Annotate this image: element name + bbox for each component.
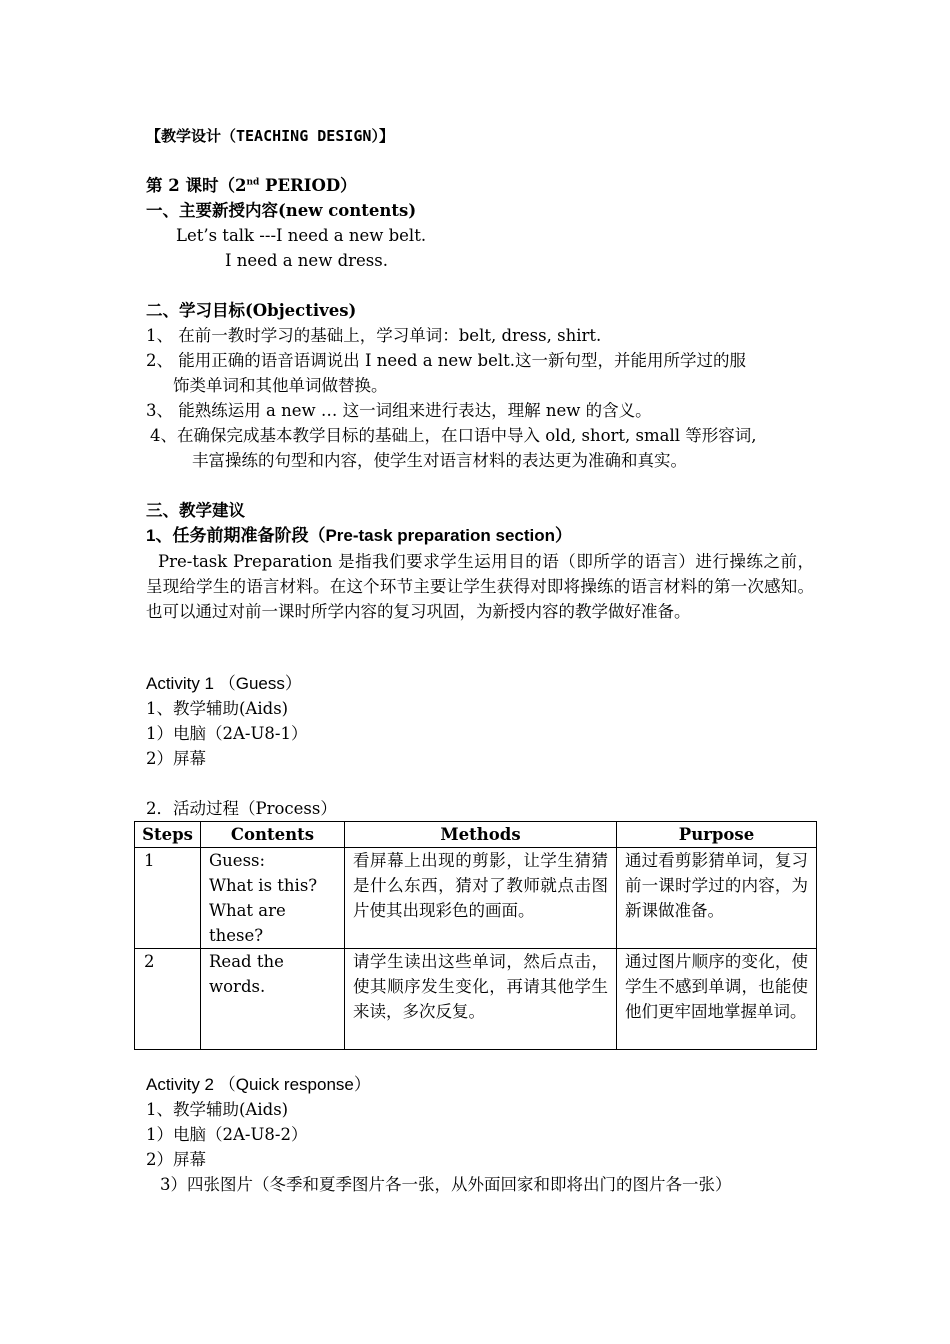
step-cell: 1: [135, 848, 201, 949]
activity1-aids-label: 1、教学辅助(Aids): [146, 699, 289, 718]
document-heading: 【教学设计（TEACHING DESIGN）】: [146, 127, 394, 145]
step-cell: 2: [135, 949, 201, 1050]
header-methods: Methods: [345, 822, 617, 848]
activity1-process-label: 2．活动过程（Process）: [146, 799, 337, 818]
header-purpose: Purpose: [617, 822, 817, 848]
purpose-cell: 通过看剪影猜单词，复习前一课时学过的内容，为新课做准备。: [617, 848, 817, 949]
contents-cell: [201, 949, 345, 1050]
activity2-aid-2: 2）屏幕: [146, 1150, 206, 1169]
period-title: [146, 174, 357, 198]
table-row: [135, 848, 817, 949]
contents-line: Guess:: [209, 851, 266, 870]
process-table: [134, 821, 817, 1050]
section1-line1: Let’s talk ---I need a new belt.: [176, 226, 427, 245]
section3-paragraph: Pre-task Preparation 是指我们要求学生运用目的语（即所学的语言）进行操练之前，呈现给学生的语言材料。在这个环节主要让学生获得对即将操练的语言材料的第一次感知。也可以通过对前一课时所学内容的复习巩固，为新授内容的教学做好准备。: [146, 552, 814, 621]
activity2-aids-label: 1、教学辅助(Aids): [146, 1100, 289, 1119]
section2-title: 二、学习目标(Objectives): [146, 301, 357, 320]
objective-4-cont: 丰富操练的句型和内容，使学生对语言材料的表达更为准确和真实。: [192, 451, 687, 470]
section1-line2: I need a new dress.: [225, 251, 388, 270]
activity2-title: Activity 2 （Quick response）: [146, 1075, 371, 1094]
table-row: [135, 949, 817, 1050]
header-steps: Steps: [135, 822, 201, 848]
period-prefix: 第 2 课时（2: [146, 176, 247, 195]
contents-line: What are these?: [209, 901, 286, 945]
contents-line: What is this?: [209, 876, 318, 895]
purpose-cell: 通过图片顺序的变化，使学生不感到单调，也能使他们更牢固地掌握单词。: [617, 949, 817, 1050]
objective-4: 4、在确保完成基本教学目标的基础上，在口语中导入 old, short, small 等形容词,: [150, 426, 757, 445]
activity2-aid-3: 3）四张图片（冬季和夏季图片各一张，从外面回家和即将出门的图片各一张）: [160, 1175, 732, 1194]
section3-subtitle: 1、任务前期准备阶段（Pre-task preparation section）: [146, 526, 573, 545]
table-header-row: [135, 822, 817, 848]
section1-title: 一、主要新授内容(new contents): [146, 201, 417, 220]
period-suffix: PERIOD）: [259, 176, 357, 195]
objective-1: 1、 在前一教时学习的基础上，学习单词：belt, dress, shirt.: [146, 326, 602, 345]
activity1-aid-2: 2）屏幕: [146, 749, 206, 768]
contents-cell: [201, 848, 345, 949]
period-sup: nd: [246, 177, 260, 188]
section3-title: 三、教学建议: [146, 501, 245, 520]
contents-line: Read the words.: [209, 952, 284, 996]
activity1-title: Activity 1 （Guess）: [146, 674, 302, 693]
methods-cell: 请学生读出这些单词，然后点击，使其顺序发生变化，再请其他学生来读，多次反复。: [345, 949, 617, 1050]
header-contents: Contents: [201, 822, 345, 848]
methods-cell: 看屏幕上出现的剪影，让学生猜猜是什么东西，猜对了教师就点击图片使其出现彩色的画面。: [345, 848, 617, 949]
objective-2: 2、 能用正确的语音语调说出 I need a new belt.这一新句型，并能用所学过的服: [146, 351, 747, 370]
activity1-aid-1: 1）电脑（2A-U8-1）: [146, 724, 308, 743]
activity2-aid-1: 1）电脑（2A-U8-2）: [146, 1125, 308, 1144]
objective-2-cont: 饰类单词和其他单词做替换。: [173, 376, 388, 395]
objective-3: 3、 能熟练运用 a new … 这一词组来进行表达，理解 new 的含义。: [146, 401, 652, 420]
